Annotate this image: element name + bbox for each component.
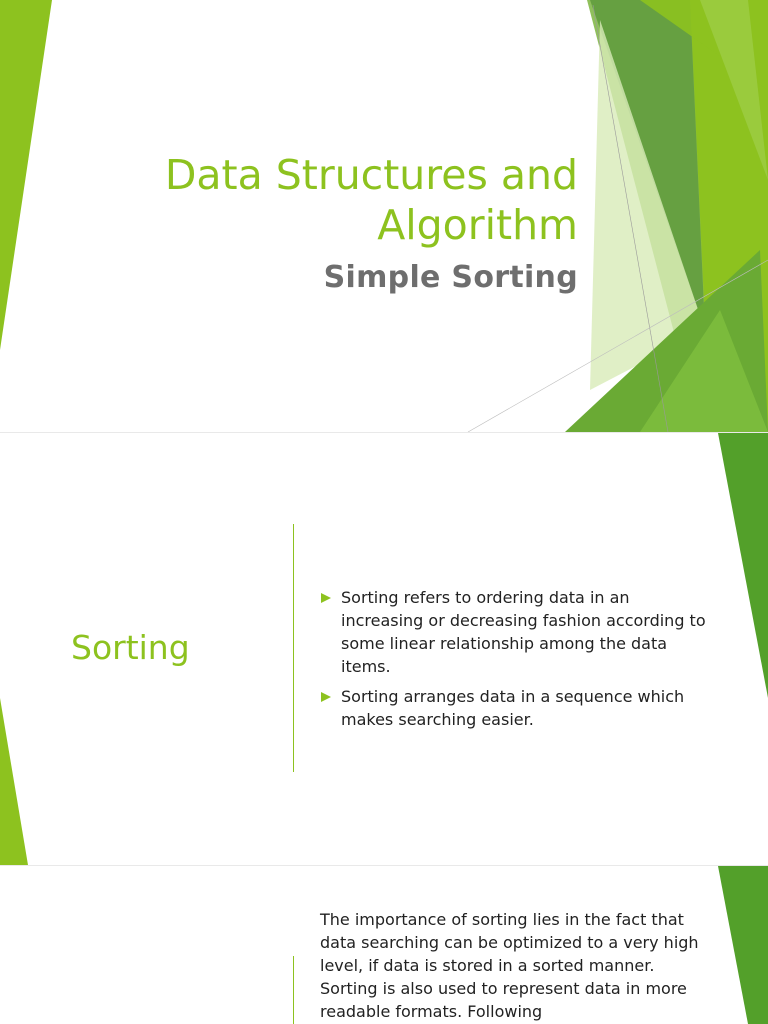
bullet-list: [320, 586, 715, 738]
page-title: Data Structures and Algorithm: [164, 151, 578, 249]
list-item: [320, 586, 715, 678]
body-paragraph: The importance of sorting lies in the fact that data searching can be optimized to a very high level, if data is stored in a sorted manner. Sorting is also used to represent data in more readable formats. Following: [320, 910, 699, 1021]
sorting-slide: [0, 433, 768, 865]
divider: [293, 524, 294, 772]
section-heading: Sorting: [71, 628, 190, 667]
bullet-text: Sorting refers to ordering data in an increasing or decreasing fashion according to some linear relationship among the data items.: [341, 588, 706, 676]
triangle-bullet-icon: [321, 593, 331, 603]
title-slide: [0, 0, 768, 432]
subtitle: Simple Sorting: [323, 260, 578, 295]
bullet-text: Sorting arranges data in a sequence which makes searching easier.: [341, 687, 685, 729]
divider: [293, 956, 294, 1024]
triangle-bullet-icon: [321, 692, 331, 702]
importance-slide: [0, 866, 768, 1024]
list-item: [320, 685, 715, 731]
